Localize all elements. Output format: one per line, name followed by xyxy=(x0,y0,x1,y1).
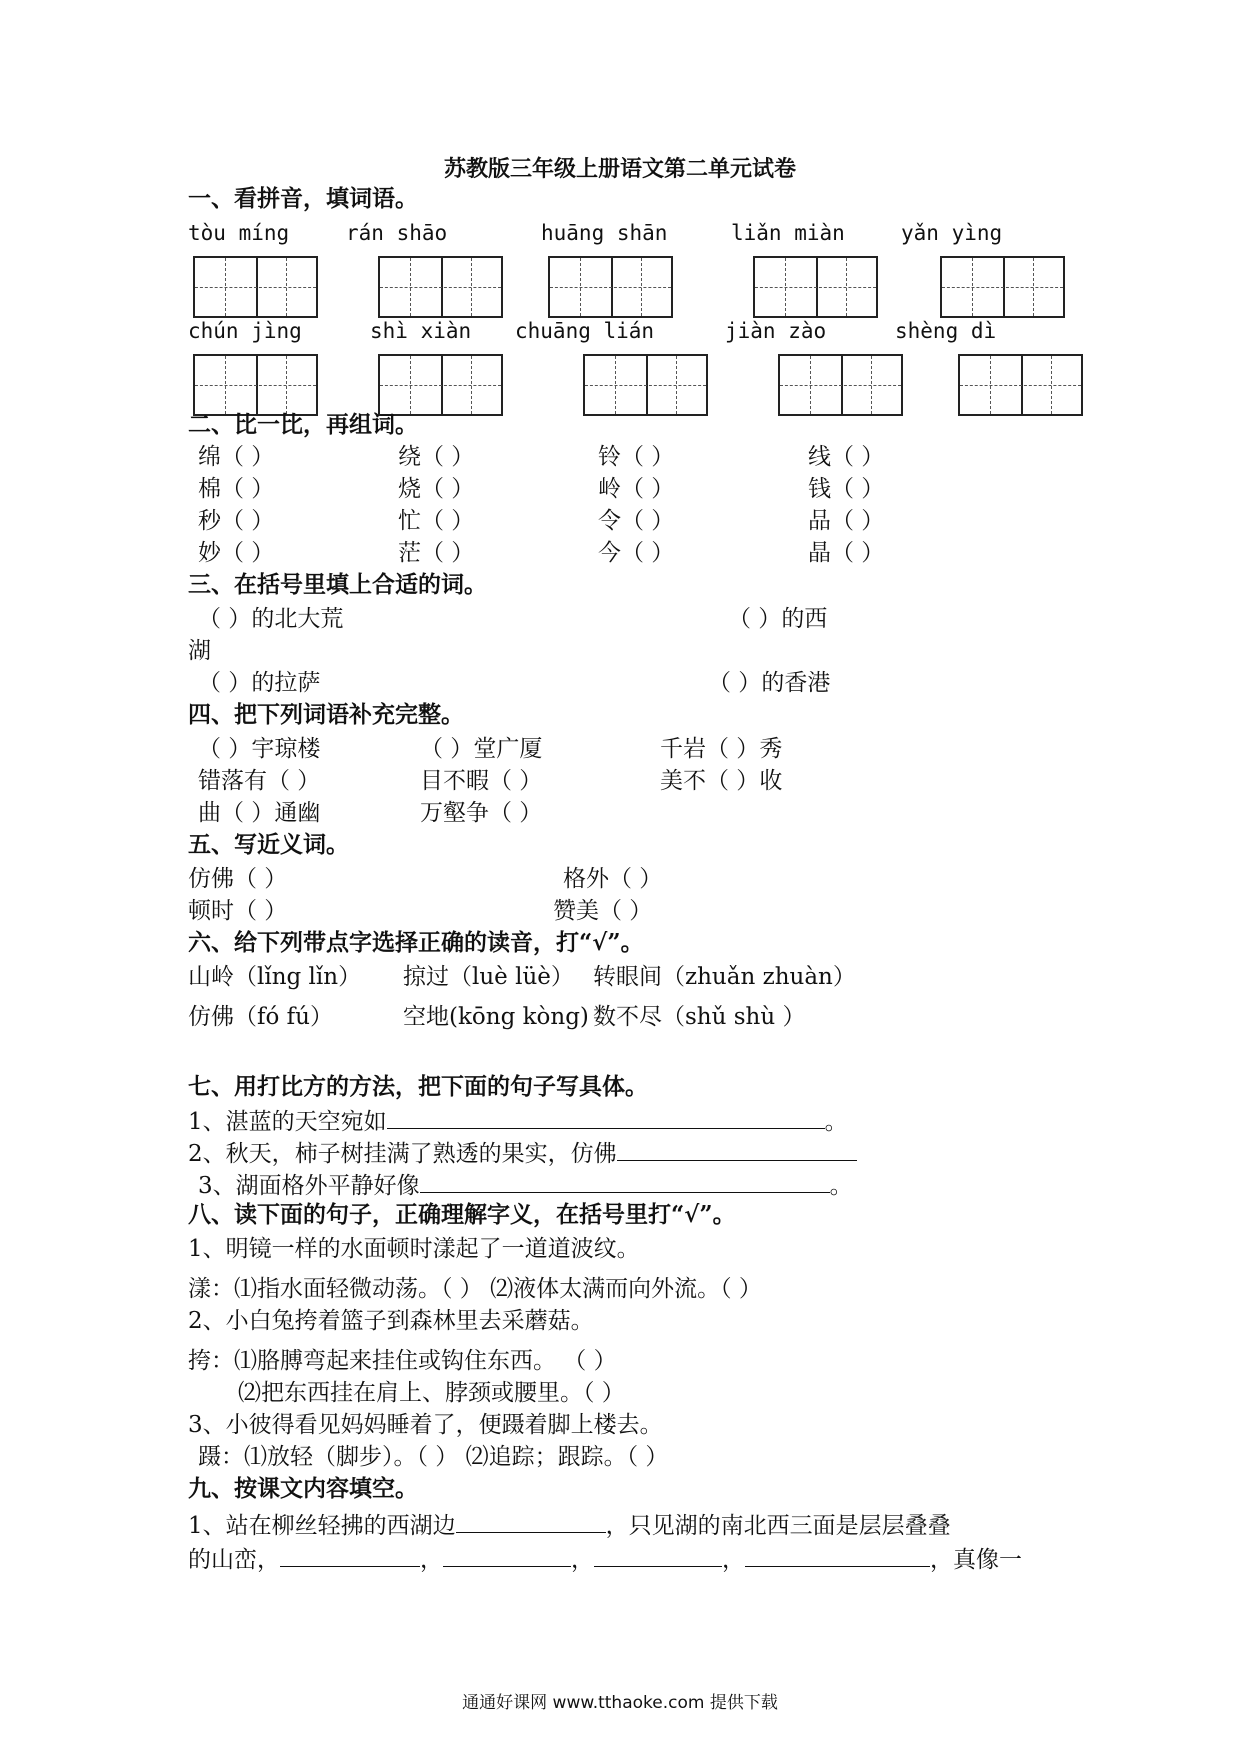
q6-item: 数不尽（shǔ shù ） xyxy=(593,1004,806,1030)
write-box[interactable] xyxy=(193,256,318,318)
write-box[interactable] xyxy=(753,256,878,318)
q8-options: ⑵把东西挂在肩上、脖颈或腰里。（ ） xyxy=(238,1380,625,1406)
q4-word: 千岩 xyxy=(660,736,706,762)
pinyin-item: jiàn zào xyxy=(725,319,827,343)
q9-text: 的山峦， xyxy=(188,1547,280,1573)
q7-sentence xyxy=(188,1136,857,1169)
pinyin-item: rán shāo xyxy=(346,221,448,245)
q4-word: 宇琼楼 xyxy=(251,736,321,762)
char: 烧 xyxy=(398,476,421,502)
q3-row: （ ）的北大荒 （ ）的西 xyxy=(198,606,828,632)
char: 绵 xyxy=(198,444,221,470)
q8-options: 蹑：⑴放轻（脚步）。（ ） ⑵追踪；跟踪。（ ） xyxy=(198,1444,669,1470)
q8-sentence: 2、小白兔挎着篮子到森林里去采蘑菇。 xyxy=(188,1308,594,1334)
q7-sentence xyxy=(198,1168,853,1201)
page-title: 苏教版三年级上册语文第二单元试卷 xyxy=(443,156,796,182)
pinyin-row-2 xyxy=(188,316,996,346)
char: 秒 xyxy=(198,508,221,534)
q9-text: ，只见湖的南北西三面是层层叠叠 xyxy=(605,1513,951,1539)
q7-text: 2、秋天，柿子树挂满了熟透的果实，仿佛 xyxy=(188,1141,617,1167)
q5-word: 顿时 xyxy=(188,898,234,924)
q4-word: 万壑争 xyxy=(420,800,489,826)
q5-word: 赞美 xyxy=(553,898,599,924)
answer-blank[interactable] xyxy=(617,1136,857,1161)
q7-text: 1、湛蓝的天空宛如 xyxy=(188,1109,387,1135)
q4-word: 目不暇 xyxy=(420,768,489,794)
q5-row: 顿时（ ） 赞美（ ） xyxy=(188,898,653,924)
q4-row: 曲（ ）通幽 万壑争（ ） xyxy=(198,800,543,826)
char: 茫 xyxy=(398,540,421,566)
write-box[interactable] xyxy=(583,354,708,416)
q8-sentence: 1、明镜一样的水面顿时漾起了一道道波纹。 xyxy=(188,1236,640,1262)
write-box[interactable] xyxy=(378,354,503,416)
q9-sentence xyxy=(188,1508,951,1541)
q4-word: 收 xyxy=(759,768,783,794)
answer-blank[interactable] xyxy=(594,1542,722,1567)
q9-text: ，真像一 xyxy=(930,1547,1022,1573)
q6-row xyxy=(188,1002,805,1032)
q6-heading: 六、给下列带点字选择正确的读音，打“√”。 xyxy=(188,929,644,956)
pinyin-item: tòu míng xyxy=(188,221,290,245)
pinyin-item: shèng dì xyxy=(895,319,997,343)
write-box[interactable] xyxy=(778,354,903,416)
pinyin-item: yǎn yìng xyxy=(901,221,1003,245)
char: 令 xyxy=(598,508,621,534)
compare-row: 棉（ ） 烧（ ） 岭（ ） 钱（ ） xyxy=(198,476,885,502)
q5-heading: 五、写近义词。 xyxy=(188,831,349,858)
char: 妙 xyxy=(198,540,221,566)
q9-text: 1、站在柳丝轻拂的西湖边 xyxy=(188,1513,456,1539)
answer-blank[interactable] xyxy=(387,1104,825,1129)
compare-row: 妙（ ） 茫（ ） 今（ ） 晶（ ） xyxy=(198,540,885,566)
q3-item: 的拉萨 xyxy=(251,670,321,696)
q7-sentence xyxy=(188,1104,848,1137)
period: 。 xyxy=(829,1173,853,1199)
q8-options: 挎：⑴胳膊弯起来挂住或钩住东西。 （ ） xyxy=(188,1348,617,1374)
q6-item: 空地(kōng kòng) xyxy=(403,1004,589,1030)
write-box[interactable] xyxy=(548,256,673,318)
q3-heading: 三、在括号里填上合适的词。 xyxy=(188,571,487,598)
q5-word: 格外 xyxy=(563,866,609,892)
write-box[interactable] xyxy=(958,354,1083,416)
q3-item: 的北大荒 xyxy=(251,606,344,632)
char: 绕 xyxy=(398,444,421,470)
answer-blank[interactable] xyxy=(420,1168,830,1193)
pinyin-item: huāng shān xyxy=(541,221,668,245)
q3-item: 的西 xyxy=(781,606,828,632)
answer-blank[interactable] xyxy=(456,1508,606,1533)
q4-word: 美不 xyxy=(660,768,706,794)
q8-sentence: 3、小彼得看见妈妈睡着了，便蹑着脚上楼去。 xyxy=(188,1412,663,1438)
q6-item: 山岭（lǐng lǐn） xyxy=(188,964,362,990)
q4-heading: 四、把下列词语补充完整。 xyxy=(188,701,464,728)
write-box[interactable] xyxy=(193,354,318,416)
q6-row xyxy=(188,962,856,992)
q9-heading: 九、按课文内容填空。 xyxy=(188,1475,418,1502)
q4-word: 通幽 xyxy=(274,800,321,826)
q4-word: 曲 xyxy=(198,800,221,826)
compare-row: 绵（ ） 绕（ ） 铃（ ） 线（ ） xyxy=(198,444,885,470)
q8-heading: 八、读下面的句子，正确理解字义，在括号里打“√”。 xyxy=(188,1201,736,1228)
answer-blank[interactable] xyxy=(280,1542,420,1567)
q6-item: 仿佛（fó fú） xyxy=(188,1004,333,1030)
answer-blank[interactable] xyxy=(443,1542,571,1567)
compare-row: 秒（ ） 忙（ ） 令（ ） 品（ ） xyxy=(198,508,885,534)
q4-word: 错落有 xyxy=(198,768,267,794)
char: 忙 xyxy=(398,508,421,534)
pinyin-item: liǎn miàn xyxy=(731,221,845,245)
pinyin-item: chuāng lián xyxy=(515,319,655,343)
char: 铃 xyxy=(598,444,621,470)
pinyin-row-1 xyxy=(188,218,1002,248)
footer-credit: 通通好课网 www.tthaoke.com 提供下载 xyxy=(462,1693,778,1713)
char: 棉 xyxy=(198,476,221,502)
write-box[interactable] xyxy=(940,256,1065,318)
q9-sentence: 的山峦， ， ， ， ，真像一 xyxy=(188,1542,1022,1575)
q3-item: 的香港 xyxy=(761,670,831,696)
q2-heading: 二、比一比，再组词。 xyxy=(188,411,418,438)
char: 今 xyxy=(598,540,621,566)
q8-options: 漾：⑴指水面轻微动荡。（ ） ⑵液体太满而向外流。（ ） xyxy=(188,1276,762,1302)
q5-row: 仿佛（ ） 格外（ ） xyxy=(188,866,663,892)
char: 线 xyxy=(808,444,831,470)
char: 品 xyxy=(808,508,831,534)
char: 钱 xyxy=(808,476,831,502)
pinyin-item: chún jìng xyxy=(188,319,302,343)
q3-row: （ ）的拉萨 （ ）的香港 xyxy=(198,670,831,696)
period: 。 xyxy=(824,1109,848,1135)
char: 晶 xyxy=(808,540,831,566)
q3-item: 湖 xyxy=(188,638,211,664)
answer-blank[interactable] xyxy=(745,1542,930,1567)
pinyin-item: shì xiàn xyxy=(370,319,472,343)
write-box[interactable] xyxy=(378,256,503,318)
q7-text: 3、湖面格外平静好像 xyxy=(198,1173,420,1199)
q4-word: 堂广厦 xyxy=(473,736,543,762)
q4-row: 错落有（ ） 目不暇（ ） 美不（ ）收 xyxy=(198,768,783,794)
q7-heading: 七、用打比方的方法，把下面的句子写具体。 xyxy=(188,1073,648,1100)
char: 岭 xyxy=(598,476,621,502)
q6-item: 转眼间（zhuǎn zhuàn） xyxy=(593,964,856,990)
q5-word: 仿佛 xyxy=(188,866,234,892)
q4-row: （ ）宇琼楼 （ ）堂广厦 千岩（ ）秀 xyxy=(198,736,783,762)
q4-word: 秀 xyxy=(759,736,783,762)
q6-item: 掠过（luè lüè） xyxy=(403,964,574,990)
q1-heading: 一、看拼音，填词语。 xyxy=(188,185,418,212)
